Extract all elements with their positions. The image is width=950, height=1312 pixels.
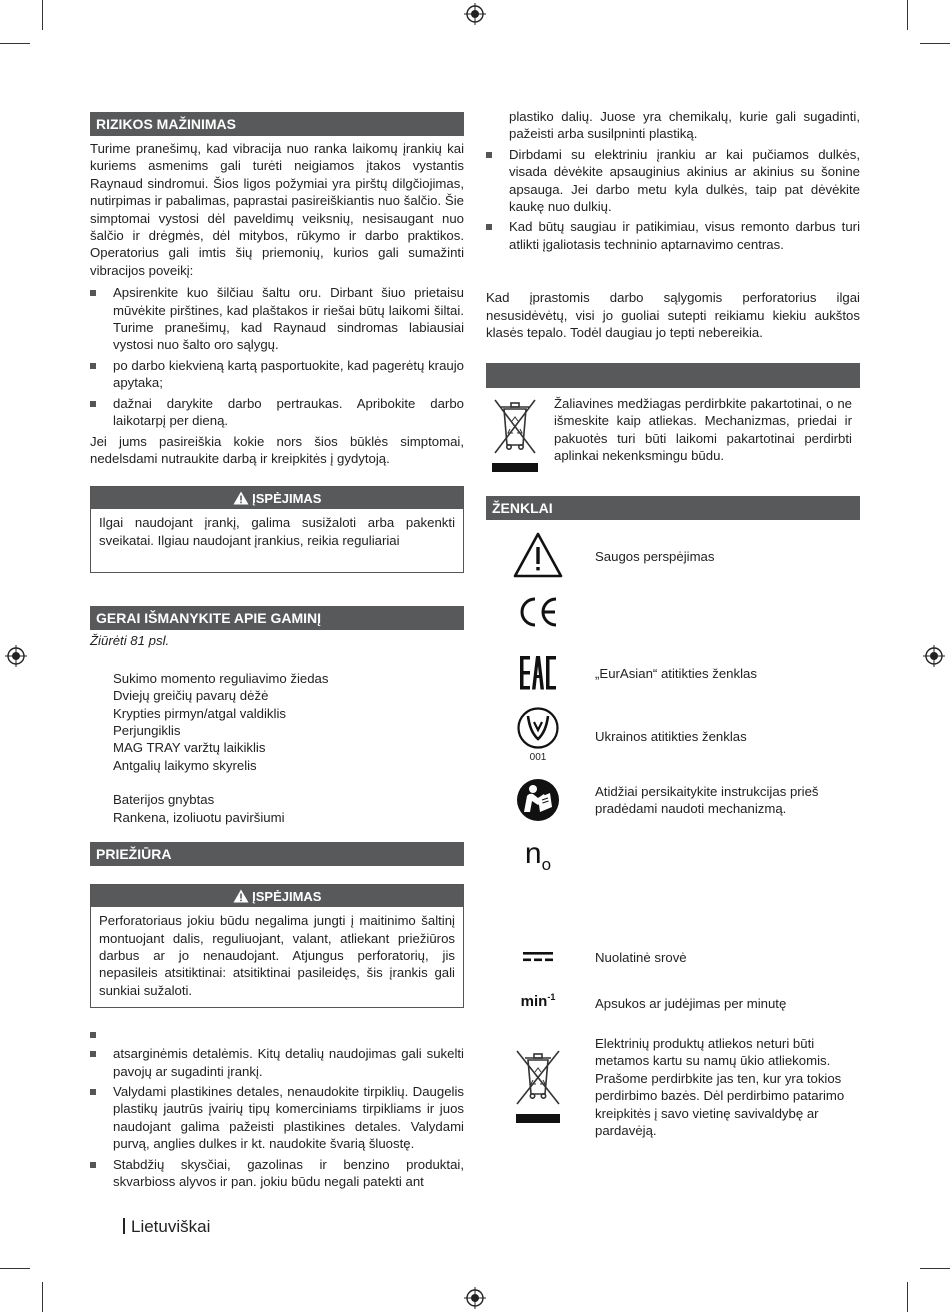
symbol-row (486, 946, 860, 968)
registration-mark-icon (5, 645, 27, 667)
crop-mark (42, 1282, 43, 1312)
crop-mark (42, 0, 43, 30)
symbol-description: Apsukos ar judėjimas per minutę (595, 996, 787, 1011)
section-heading-product: GERAI IŠMANYKITE APIE GAMINĮ (90, 606, 464, 630)
list-item: Valydami plastikines detales, nenaudokite tirpiklių. Daugelis plastikų jautrūs įvairių tipų komerciniams tirpikliams ir juos naudojant galima pažeisti plastikines detales. Valydami purvą, anglies dulkes ir kt. naudokite švarią šluostę. (90, 1083, 464, 1153)
symbol-description: Elektrinių produktų atliekos neturi būti metamos kartu su namų ūkio atliekomis. Prašome perdirbkite jas ten, kur yra tokios perdirbimo bazės. Dėl perdirbimo patarimo kreipkitės į savo vietinę savivaldybę ar pardavėją. (595, 1036, 845, 1139)
warning-text: Perforatoriaus jokiu būdu negalima jungti į maitinimo šaltinį montuojant dalis, reguliuojant, valant, atliekant priežiūros darbus ar jo nenaudojant. Atjungus perforatorių, jis nepasileis atsitiktinai: atsitiktinai pasileidęs, šis įrankis gali sunkiai sužaloti. (99, 913, 455, 998)
list-item: Antgalių laikymo skyrelis (113, 757, 257, 773)
list-item: Perjungiklis (113, 722, 181, 738)
crop-mark (0, 43, 30, 44)
list-item: po darbo kiekvieną kartą pasportuokite, kad pagerėtų kraujo apytaka; (90, 357, 464, 392)
list-item: Sukimo momento reguliavimo žiedas (113, 670, 329, 686)
warning-title: ĮSPĖJIMAS (91, 487, 463, 509)
section-heading-risk: RIZIKOS MAŽINIMAS (90, 112, 464, 136)
section-heading-environment (486, 363, 860, 388)
parts-list (90, 670, 464, 827)
symbol-row (486, 654, 860, 694)
recycle-bin-icon (488, 395, 542, 475)
list-item (90, 1026, 464, 1043)
symbol-row (486, 1035, 860, 1145)
read-manual-icon (486, 778, 590, 822)
list-item: Dviejų greičių pavarų dėžė (113, 688, 269, 704)
risk-intro: Turime pranešimų, kad vibracija nuo ranka laikomų įrankių kai kuriems asmenims gali turėti neigiamos įtakos vystantis Raynaud sindromui. Šios ligos požymiai yra pirštų dilgčiojimas, nutirpimas ir pabalimas, paprastai pasireiškiantis nuo šalčio. Šie simptomai vystosi dėl paveldimų veiksnių, nesisaugant nuo šalčio ir drėgmės, dėl mitybos, rūkymo ir darbo praktikos. Operatorius gali imtis šių priemonių, kurios gali sumažinti vibracijos poveikį: (90, 141, 464, 278)
list-item: Stabdžių skysčiai, gazolinas ir benzino produktai, skvarbioss alyvos ir pan. jokiu būdu negali patekti ant (90, 1156, 464, 1191)
page-reference: Žiūrėti 81 psl. (90, 633, 170, 649)
list-item: Kad būtų saugiau ir patikimiau, visus remonto darbus turi atlikti įgaliotasis techninio aptarnavimo centras. (486, 218, 860, 253)
per-minute-icon: $\min^{-1}$ (520, 992, 556, 1010)
left-column (90, 112, 464, 1194)
warning-box (90, 486, 464, 573)
list-item: Rankena, izoliuotu paviršiumi (113, 809, 285, 825)
safety-list (486, 146, 860, 253)
list-item: atsarginėmis detalėmis. Kitų detalių naudojimas gali sukelti pavojų ar sugadinti įrankį. (90, 1045, 464, 1080)
symbol-description: „EurAsian“ atitikties ženklas (595, 666, 757, 681)
symbol-description: Ukrainos atitikties ženklas (595, 729, 747, 744)
risk-list (90, 284, 464, 429)
risk-outro: Jei jums pasireiškia kokie nors šios būklės simptomai, nedelsdami nutraukite darbą ir kreipkitės į gydytoją. (90, 433, 464, 466)
crop-mark (0, 1268, 30, 1269)
ce-mark-icon (486, 596, 590, 628)
list-item: Apsirenkite kuo šilčiau šaltu oru. Dirbant šiuo prietaisu mūvėkite pirštines, kad plaštakos ir riešai būtų laikomi šiltai. Turime pranešimų, kad Raynaud sindromas labiausiai vystosi nuo šalto oro sąlygų. (90, 284, 464, 354)
symbol-row (486, 778, 860, 822)
crop-mark (907, 0, 908, 30)
registration-mark-icon (464, 1287, 486, 1309)
list-item: Dirbdami su elektriniu įrankiu ar kai pučiamos dulkės, visada dėvėkite apsauginius akinius ar akinius su šonine apsauga. Jei darbo metu kyla dulkės, taip pat dėvėkite kaukę nuo dulkių. (486, 146, 860, 216)
divider (123, 1218, 125, 1234)
section-heading-maintenance: PRIEŽIŪRA (90, 842, 464, 866)
symbol-row (486, 992, 860, 1016)
list-item: Krypties pirmyn/atgal valdiklis (113, 705, 286, 721)
warning-triangle-icon (233, 491, 249, 505)
warning-box (90, 884, 464, 1008)
symbol-description: Saugos perspėjimas (595, 549, 715, 564)
maintenance-list (90, 1026, 464, 1190)
lubrication-text: Kad įprastomis darbo sąlygomis perforatorius ilgai nesusidėvėtų, visi jo guoliai sutepti reikiamu kiekiu aukštos klasės tepalo. Todėl daugiau jo tepti nebereikia. (486, 290, 860, 341)
symbol-row (486, 530, 860, 582)
continued-text: plastiko dalių. Juose yra chemikalų, kurie gali sugadinti, pažeisti arba susilpninti plastiką. (509, 109, 860, 142)
list-item: dažnai darykite darbo pertraukas. Apribokite darbo laikotarpį per dieną. (90, 395, 464, 430)
direct-current-icon (486, 952, 590, 962)
crop-mark (920, 43, 950, 44)
warning-triangle-icon (486, 532, 590, 578)
list-item: MAG TRAY varžtų laikiklis (113, 740, 266, 756)
registration-mark-icon (923, 645, 945, 667)
registration-mark-icon (464, 3, 486, 25)
symbol-row (486, 596, 860, 632)
no-load-speed-icon: $n_o$ (524, 837, 552, 874)
warning-triangle-icon (233, 889, 249, 903)
environment-text: Žaliavines medžiagas perdirbkite pakartotinai, o ne išmeskite kaip atliekas. Mechanizmas, priedai ir pakuotės turi būti laikomi pakartotinai perdirbti aplinkai nekenksmingu būdu. (554, 396, 852, 464)
symbol-row (486, 706, 860, 768)
symbol-description: Nuolatinė srovė (595, 950, 687, 965)
footer-language: Lietuviškai (123, 1216, 210, 1238)
right-column (486, 108, 860, 388)
symbol-description: Atidžiai persikaitykite instrukcijas prieš pradėdami naudoti mechanizmą. (595, 784, 819, 817)
crop-mark (907, 1282, 908, 1312)
section-heading-symbols: ŽENKLAI (486, 496, 860, 520)
warning-title: ĮSPĖJIMAS (91, 885, 463, 907)
eac-mark-icon (486, 654, 590, 692)
warning-text: Ilgai naudojant įrankį, galima susižaloti arba pakenkti sveikatai. Ilgiau naudojant įrankius, reikia reguliariai (99, 515, 455, 548)
ukraine-conformity-icon: 001 (486, 706, 590, 764)
crop-mark (920, 1268, 950, 1269)
weee-bin-icon (486, 1048, 590, 1126)
list-item: Baterijos gnybtas (113, 792, 215, 808)
symbol-row (486, 838, 860, 878)
